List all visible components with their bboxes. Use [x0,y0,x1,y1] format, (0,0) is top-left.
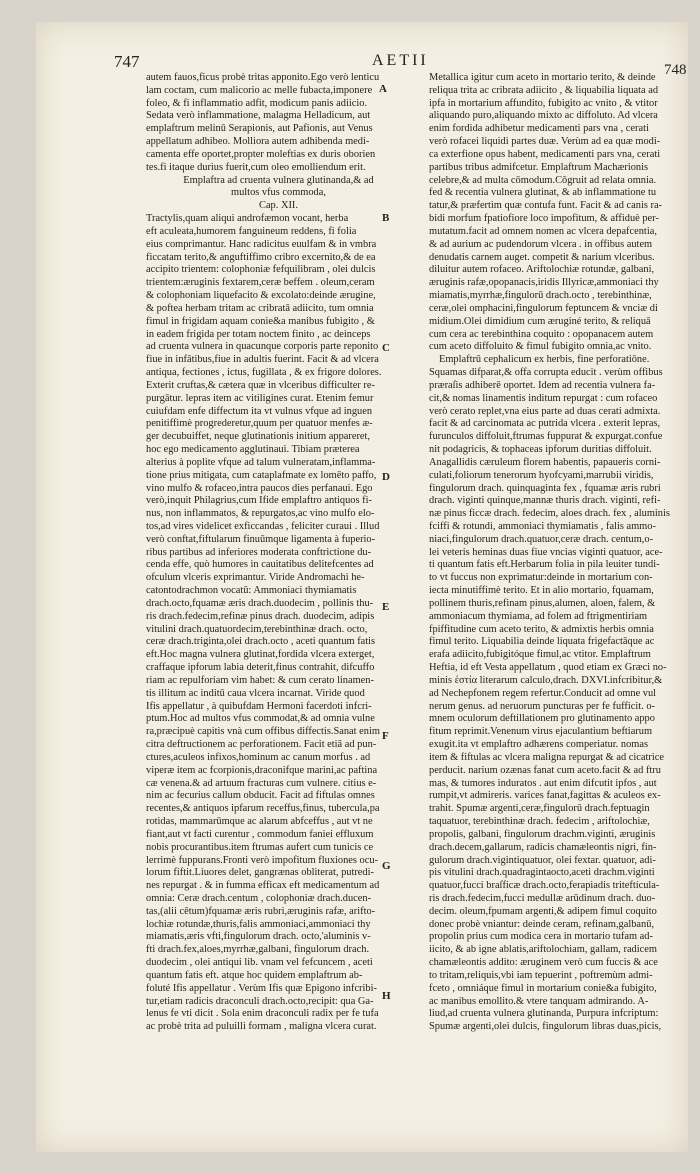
left-column-line: craffaque ipforum labia deterit,finus contrahit, difcuffo [146,662,375,674]
left-column-line: quantum fatis eft. atque hoc quidem emplaftrum ab- [146,969,363,981]
right-column-line: rumpit,vt admireris. varices fanat,fagittas & aculeos ex- [429,790,661,802]
left-column-line: fiue in infātibus,fiue in adultis fuerint. Facit & ad vlcera [146,354,379,366]
right-column-line: erafa adiicito,fubigitóque fimul,ac vtitor. Emplaftrum [429,649,651,661]
right-column-line: Emplaftrū cephalicum ex herbis, fine perforatiōne. [439,354,650,366]
right-column-line: ti quantum fatis eft.Herbarum folia in pila leuiter tundi- [429,559,660,571]
book-page [36,22,688,1152]
right-column-line: gulorum drach.vigintiquatuor, olei fextar. quatuor, adi- [429,854,656,866]
right-column-line: exugit.ita vt emplaftro adhærens comperiatur. nomas [429,739,649,751]
right-column-line: mutatum.facit ad omnem nomen ac vlcera depafcentia, [429,225,657,237]
left-column-line: lorum fiftit.Liuores delet, gangrænas obliterat, putredi- [146,867,374,879]
right-column-line: cum aceto diffoluito & fimul fubigito omnia,ac vnito. [429,341,652,353]
left-column-line: rotidas, mammarūmque ac alarum abfceffus , aut vt ne [146,816,373,828]
right-column-line: Anagallidis cæruleum florem habentis, papaueris corni- [429,456,661,468]
right-column-line: fed & recentia vulnera glutinat, & ab inflammatione tu [429,187,657,199]
right-column-line: ipfa in mortarium affundito, fubigito ac vnito , & vtitor [429,97,658,109]
right-column-line: chamæleontis addito: æruginem verò cum fuccis & ace [429,957,658,969]
left-column-line: & poftea herbam tritam ac cribratā adiicito, tum omnia [146,302,374,314]
right-column-line: item & fiftulas ac vlcera maligna repurgat & ad cicatrice [429,751,664,763]
right-column-line: æruginis rafæ,opopanacis,iridis Illyricæ,ammoniaci thy [429,277,659,289]
page-number-right: 748 [664,62,687,78]
right-column-line: miamatis,myrrhæ,fingulorū drach.octo , terebinthinæ, [429,290,652,302]
left-column-line: tione prius mitigata, cum cataplafmate ex lomēto paffo, [146,469,377,481]
running-title: AETII [372,52,429,69]
left-text-column [146,72,411,1034]
left-column-line: lenus fe vti dicit . Sola enim draconculi radix per fe tufa [146,1008,379,1020]
left-column-line: nus, non inflammatos, & repurgatos,ac vino mulfo elo- [146,508,375,520]
right-column-line: næ pinus ficcæ drach. fedecim, aloes drach. fex , aluminis [429,508,670,520]
left-column-line: lam coctam, cum malicorio ac melle fubacta,imponere [146,84,373,96]
right-column-line: partibus tribus admifcetur. Emplaftrum Machærionis [429,161,649,173]
right-column-line: enim fordida adhibetur medicamenti pars vna , cerati [429,123,649,135]
right-column-line: mnem oculorum deftillationem pro glutinamento appo [429,713,655,725]
right-column-line: perducit. narium ozænas fanat cum aceto.facit & ad ftru [429,764,661,776]
right-column-line: verò rofacei liquidi partes duæ. Verùm ad ea quæ modi- [429,136,661,148]
right-column-line: fimul terito. Liquabilia deinde liquata frigefactāque ac [429,636,655,648]
left-column-line: nim ac fecurius callum obducit. Facit ad fiftulas omnes [146,790,375,802]
margin-letter-g: G [382,860,391,872]
right-column-line: propolin prius cum modica cera in mortario tufam ad- [429,931,653,943]
left-column-line: fiant,aut vt facti curentur , commodum faniei effluxum [146,828,374,840]
margin-letter-f: F [382,730,389,742]
left-column-line: ptum.Hoc ad multos vfus commodat,& ad omnia vulne [146,713,375,725]
left-column-line: tis illitum ac inditū caua vlcera incarnat. Viride quod [146,687,365,699]
right-column-line: Heftia, id eft Vesta appellatum , quod etiam ex Græci no- [429,662,667,674]
left-column-line: appellatum adhibeo. Molliora autem adhibenda medi- [146,136,370,148]
right-column-line: tatur,& præfertim quæ contufa funt. Facit & ad canis ra- [429,200,663,212]
left-column-line: verò,inquit Philagrius,cum Ifide emplaftro antiquos fi- [146,495,372,507]
right-column-line: ad Nechepfonem regem refertur.Conducit ad omne vul [429,687,657,699]
left-column-line: foluté Ifis appellatur . Verùm Ifis quæ Epigono infcribi- [146,982,377,994]
right-column-line: Metallica igitur cum aceto in mortario terito, & deinde [429,72,656,83]
left-column-line: cenda effe, quò humores in cauitatibus delitefcentes ad [146,559,374,571]
left-column-line: ger decubuiffet, neque glutinationis initium appareret, [146,431,371,443]
left-column-line: tos,ad vires videlicet exficcandas , feliciter curaui . Illud [146,520,380,532]
left-column-line: ribus partibus ad inferiores moderata conftrictione du- [146,546,372,558]
left-column-line: ris drach.fedecim,refinæ pinus drach. duodecim, adipis [146,610,375,622]
right-column-line: iicito, & ab igne ablatis,ariftolochiam, gallam, radicem [429,944,657,956]
right-column-line: reliqua trita ac cribrata adiicito , & liquabilia liquata ad [429,84,659,96]
left-column-line: Ifis appellatur , à quibufdam Hermoni facerdoti infcri- [146,700,372,712]
right-column-line: drach. viginti quinque,mannæ thuris drach. viginti, refi- [429,495,661,507]
left-column-line: trientem:æruginis fextarem,ceræ beffem . oleum,ceram [146,277,375,289]
right-column-line: ca exterfione opus habent, medicamenti pars vna, cerati [429,148,661,160]
left-column-line: ctures,aculeos infixos,hominum ac canum morfus . ad [146,751,371,763]
right-column-line: to tritam,reliquis,vbi iam tepuerint , poftremùm admi- [429,969,653,981]
left-column-line: verò conftat,fiftularum finuūmque ligamenta à fuperio- [146,533,376,545]
left-column-line: purgātur. lepras item ac vitiligines curat. Etenim femur [146,392,374,404]
right-column-line: nerum genus. ad neruorum puncturas per fe fufficit. o- [429,700,656,712]
left-column-line: Emplaftra ad cruenta vulnera glutinanda,& ad [183,174,374,186]
left-column-line: alterius à poplite vfque ad talum vulneratam,inflamma- [146,456,376,468]
right-column-line: Spumæ argenti,olei dulcis, fingulorum libras duas,picis, [429,1021,662,1033]
right-column-line: præraſis adhiberē oportet. Idem ad recentia vulnera fa- [429,379,656,391]
left-column-line: multos vfus commoda, [231,187,326,199]
left-column-line: & colophoniam liquefacito & excolato:deinde ærugine, [146,290,376,302]
right-column-line: fpiffitudine cum aceto terito, & admixtis herbis omnia [429,623,654,635]
left-column-line: accipito trientem: colophoniæ fefquilibram , olei dulcis [146,264,376,276]
left-column-line: eft.Hoc magna vulnera glutinat,fordida vlcera exterget, [146,649,375,661]
left-column-line: fimul in frigidam aquam conie&a manibus fubigito , & [146,315,375,327]
right-column-line: aliquando puro,aliquando mixto ac diffoluto. Ad vlcera [429,110,658,122]
right-column-line: ris drach.fedecim,fucci medullæ arūdinum drach. duo- [429,893,656,904]
right-column-line: & ad aurium ac pudendorum vlcera . in offibus autem [429,238,653,250]
right-column-line: fitum reprimit.Venenum virus ejaculantium beftiarum [429,726,653,738]
margin-letter-c: C [382,342,390,354]
margin-letter-d: D [382,471,390,483]
right-column-line: fceto , omniáque fimul in mortarium conie&a fubigito, [429,982,657,994]
right-column-line: facit & ad carcinomata ac putrida vlcera . exterit lepras, [429,418,661,430]
left-column-line: ra,præcipuè capitis vnà cum offibus diffectis.Sanat enim [146,726,380,738]
right-column-line: midium.Olei dimidium cum æruginé terito, & reliquā [429,315,651,327]
right-text-column [429,72,700,1034]
right-column-line: drach.decem,gallarum, radicis chamæleontis nigri, fin- [429,841,657,853]
left-column-line: in eadem frigida per totam noctem finito , ac deinceps [146,328,371,340]
left-column-line: Sedata verò inflammatione, malagma Helladicum, aut [146,110,371,122]
left-column-line: eft aculeata,humorem fanguineum reddens, fi folia [146,225,357,237]
right-column-line: quatuor,fucci braſficæ drach.octo,ferapiadis triteftícula- [429,880,660,892]
right-column-line: trahit. Spumæ argenti,ceræ,fingulorū drach.feptuagin [429,803,650,815]
right-column-line: fingulorum drach. quinquaginta fex , fquamæ æris rubri [429,482,661,494]
right-column-line: minis ἑστία literarum calculo,drach. DXVI.infcribitur,& [429,674,663,686]
right-column-line: ceræ,olei omphacini,fingulorum feptuncem & vnciæ di [429,302,658,314]
left-column-line: Exterit cruftas,& cætera quæ in vlceribus difficulter re- [146,379,375,391]
left-column-line: ad cruenta vulnera in quacunque corporis parte reponito [146,341,379,353]
right-column-line: culati,foliorum tenerorum hyofcyami,marrubii viridis, [429,469,654,481]
left-column-line: nobis procurantibus.item ftrumas aufert cum tunicis ce [146,841,374,853]
right-column-line: ammoniacum thymiama, ad folem ad ftrigmentiriam [429,610,648,622]
left-column-line: Cap. XII. [259,200,298,212]
left-column-line: ac probè trita ad puluilli formam , maligna vlcera curat. [146,1021,377,1033]
left-column-line: catontodrachmon vocatū: Ammoniaci thymiamatis [146,585,357,597]
left-column-line: tas,(alii cētum)fquamæ æris rubri,æruginis rafæ, arifto- [146,905,376,917]
left-column-line: citra deftructionem ac perforationem. Facit etiā ad pun- [146,739,377,751]
right-column-line: pollinem thuris,refinam pinus,alumen, aloen, falem, & [429,597,656,609]
left-column-line: tur,etiam radicis draconculi drach.octo,recipit: qua Ga- [146,995,374,1007]
page-number-left: 747 [114,52,140,71]
right-column-line: verò cerato replet,vna eius parte ad duas cerati admixta. [429,405,661,417]
left-column-line: hoc ego medicamento agglutinaui. Tibiam præterea [146,444,360,456]
left-column-line: Tractylis,quam aliqui androfæmon vocant, herba [146,213,349,225]
right-column-line: taquatuor, terebinthinæ drach. fedecim , ariftolochiæ, [429,816,650,828]
right-column-line: furunculos diffoluit,ftrumas fuppurat & expurgat.confue [429,431,663,443]
right-column-line: decim. oleum,fpumam argenti,& adipem fimul coquito [429,905,657,917]
left-column-line: nes repurgat . & in fumma efficax eft medicamentum ad [146,880,380,892]
right-column-line: bidi morfum fpatiofiore loco impofitum, & affiduè per- [429,213,659,225]
left-column-line: emplaftrum melinū Serapionis, aut Pafionis, aut Venus [146,123,373,135]
left-column-line: vino mulfo & rofaceo,intra paucos dies perfanaui. Ego [146,482,373,494]
left-column-line: autem fauos,ficus probè tritas apponito.Ego verò lenticu [146,72,380,83]
right-column-line: iecta minutiffimè terito. Et in alio mortario, fquamam, [429,585,654,597]
left-column-line: tes.fi itaque durius fuerit,cum oleo emolliendum erit. [146,161,366,173]
right-column-line: denudatis carnem auget. competit & narium vlceribus. [429,251,655,263]
left-column-line: lochiæ rotundæ,thuris,falis ammoniaci,ammoniaci thy [146,918,371,930]
right-column-line: cit,& nomas linamentis inditum repurgat : cum rofaceo [429,392,658,404]
left-column-line: ceræ drach.triginta,olei drach.octo , aceti quantum fatis [146,636,376,648]
right-column-line: mas, & tumores induratos . aut enim difcutit ipfos , aut [429,777,657,789]
right-column-line: celebre,& ad multa cōmodum.Cōgruit ad relata omnia. [429,174,657,186]
right-column-line: niaci,fingulorum drach.quatuor,ceræ drach. centum,o- [429,533,654,545]
left-column-line: camenta effe oportet,propter moleftias ex duris oborien [146,148,376,160]
left-column-line: omnia: Ceræ drach.centum , colophoniæ drach.ducen- [146,893,372,904]
left-column-line: antiqua, fectiones , ictus, fugillata , & ex frigore dolores. [146,367,382,379]
left-column-line: drach.octo,fquamæ æris drach.duodecim , pollinis thu- [146,597,374,609]
right-column-line: pis vitulini drach.quadragintaocto,aceti drachm.viginti [429,867,655,879]
left-column-line: penitiffimè progrederetur,quum per quatuor menfes æ- [146,418,373,430]
left-column-line: ficcatam terito,& anguftiffimo cribro excernito,& de ea [146,251,376,263]
left-column-line: cuiufdam enfe diffectum ita vt vulnus vfque ad inguen [146,405,373,417]
left-column-line: foleo, & fi inflammatio adfit, modicum panis adiicio. [146,97,368,109]
left-column-line: ofculum vlceris exprimantur. Viride Andromachi he- [146,572,365,584]
left-column-line: lerrimè fuppurans.Fronti verò impofitum fluxiones ocu- [146,854,379,866]
left-column-line: vitulini drach.quatuordecim,terebinthinæ drach. octo, [146,623,368,635]
right-column-line: lei veteris heminas duas fiue vncias viginti quatuor, ace- [429,546,663,558]
margin-letter-h: H [382,990,391,1002]
right-column-line: ac manibus emollito.& vtere tanquam admirando. A- [429,995,649,1007]
left-column-line: viperæ item ac fcorpionis,draconifque marini,ac paftina [146,764,378,776]
left-column-line: fti drach.fex,aloes,myrrhæ,galbani, fingulorum drach. [146,944,370,956]
right-column-line: liud,ad cruenta vulnera glutinanda, Purpura infcriptum: [429,1008,659,1020]
left-column-line: riam ac repulforiam vim habet: & cum cerato linamen- [146,674,374,686]
right-column-line: cum cera ac terebinthina coquito : opopanacem autem [429,328,654,340]
right-column-line: Squamas difparat,& offa corrupta educit . verùm offibus [429,367,663,379]
margin-letter-e: E [382,601,390,613]
left-column-line: miamatis,æris vfti,fingulorum drach. octo,'aluminis v- [146,931,371,943]
margin-letter-a: A [379,83,387,95]
left-column-line: recentes,& antiquos ipfarum receffus,finus, tubercula,pa [146,803,380,815]
right-column-line: fciffi & rotundi, ammoniaci thymiamatis , falis ammo- [429,520,656,532]
left-column-line: eius comprimantur. Hanc radicitus euulfam & in vmbra [146,238,377,250]
right-column-line: donec probè vniantur: deinde ceram, refinam,galbanū, [429,918,655,930]
right-column-line: diluitur autem rofaceo. Ariftolochiæ rotundæ, galbani, [429,264,655,276]
margin-letter-b: B [382,212,390,224]
right-column-line: to vt fuccus non exprimatur:deinde in mortarium con- [429,572,653,584]
left-column-line: cæ venena.& ad artuum fracturas cum vulnere. citius e- [146,777,377,789]
right-column-line: propolis, galbani, fingulorum drachm.viginti, æruginis [429,828,656,840]
right-column-line: nit podagricis, & tophaceas ipforum duritias diffoluit. [429,444,652,456]
left-column-line: duodecim , olei antiqui lib. vnam vel fefcuncem , aceti [146,957,373,969]
